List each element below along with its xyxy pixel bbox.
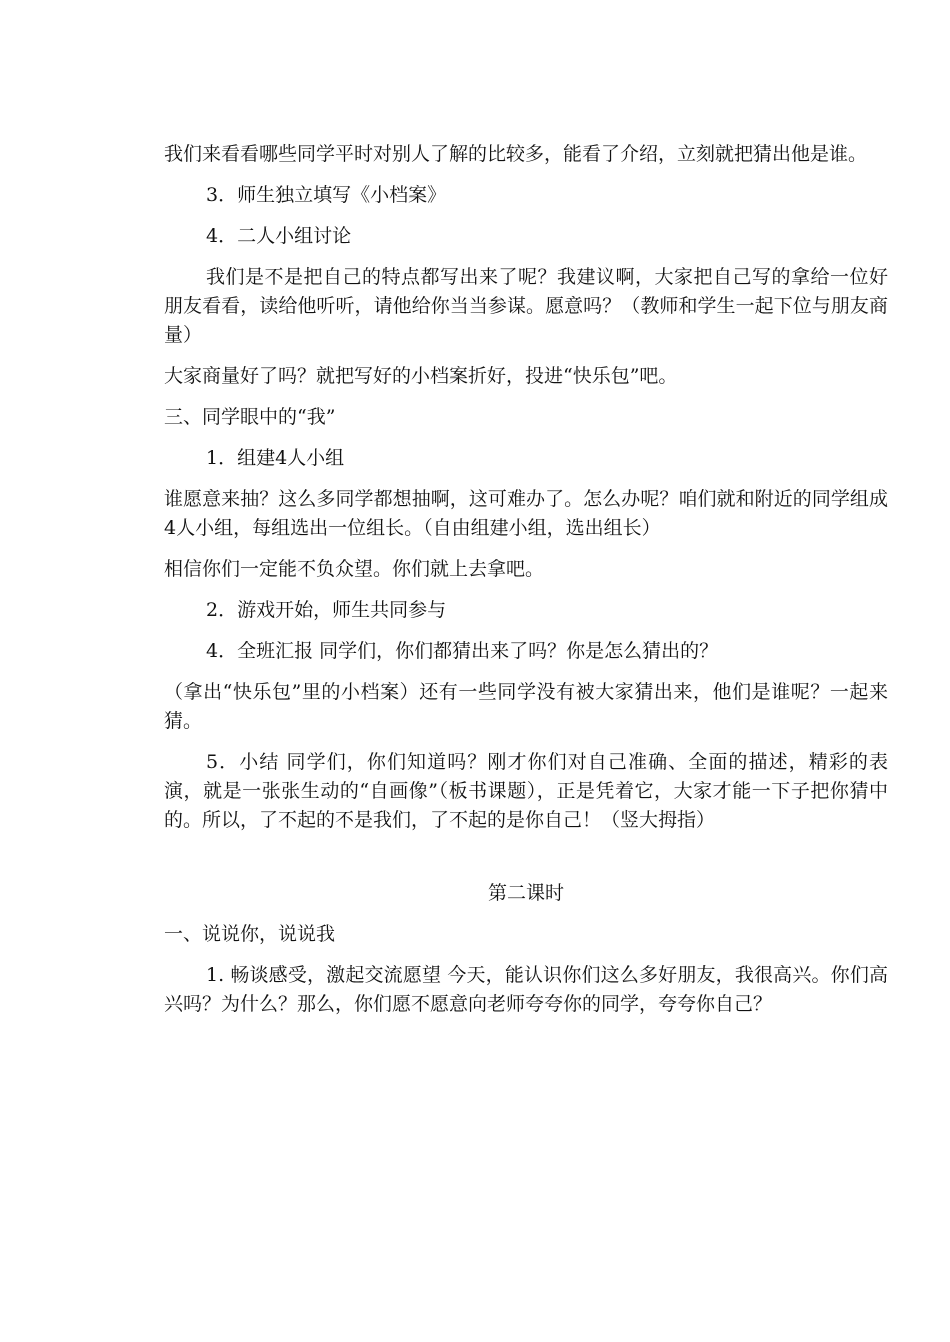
document-body [164,140,888,1031]
step-fill-profile: 3．师生独立填写《小档案》 [206,184,447,206]
paragraph-share-feelings: 1. 畅谈感受，激起交流愿望 今天，能认识你们这么多好朋友，我很高兴。你们高兴吗？为什么？那么，你们愿不愿意向老师夸夸你的同学，夸夸你自己？ [164,964,888,1015]
paragraph-trust: 相信你们一定能不负众望。你们就上去拿吧。 [164,558,545,580]
paragraph-intro: 我们来看看哪些同学平时对别人了解的比较多，能看了介绍，立刻就把猜出他是谁。 [164,143,868,165]
paragraph-fold-profile: 大家商量好了吗？就把写好的小档案折好，投进“快乐包”吧。 [164,365,678,387]
section-heading-classmates: 三、同学眼中的“我” [164,406,336,428]
section-heading-talk: 一、说说你，说说我 [164,923,336,945]
lesson-title-second: 第二课时 [487,882,564,904]
step-class-report: 4．全班汇报 同学们，你们都猜出来了吗？你是怎么猜出的？ [206,640,719,662]
paragraph-guess-together: （拿出“快乐包”里的小档案）还有一些同学没有被大家猜出来，他们是谁呢？一起来猜。 [164,681,888,732]
step-game-start: 2．游戏开始，师生共同参与 [206,599,447,621]
paragraph-group-formation: 谁愿意来抽？这么多同学都想抽啊，这可难办了。怎么办呢？咱们就和附近的同学组成4人小组，每组选出一位组长。（自由组建小组，选出组长） [164,488,888,539]
step-form-groups: 1．组建4人小组 [206,447,345,469]
paragraph-discussion: 我们是不是把自己的特点都写出来了呢？我建议啊，大家把自己写的拿给一位好朋友看看，读给他听听，请他给你当当参谋。愿意吗？（教师和学生一起下位与朋友商量） [164,266,888,346]
step-pair-discussion: 4．二人小组讨论 [206,225,352,247]
step-summary: 5．小结 同学们，你们知道吗？刚才你们对自己准确、全面的描述，精彩的表演，就是一张张生动的“自画像”（板书课题），正是凭着它，大家才能一下子把你猜中的。所以，了不起的不是我们，了不起的是你自己！（竖大拇指） [164,751,888,831]
